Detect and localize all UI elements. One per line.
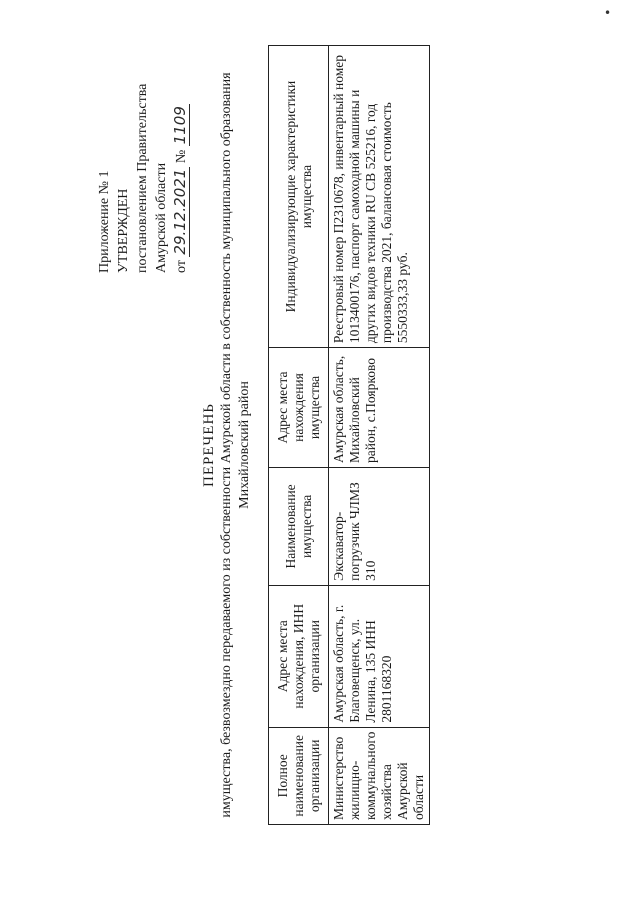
property-table (268, 45, 430, 825)
date-number-line (171, 84, 191, 273)
cell-property-name: Экскаватор-погрузчик ЧЛМЗ 310 (329, 467, 430, 585)
approved-label: УТВЕРЖДЕН (116, 188, 131, 273)
date-prefix: от (174, 260, 189, 273)
cell-organization-name: Министерство жилищно-коммунального хозяйства Амурской области (329, 727, 430, 824)
resolution-label: постановлением Правительства (135, 83, 150, 273)
number-prefix: № (174, 149, 189, 164)
header-property-name: Наименование имущества (269, 467, 329, 585)
handwritten-date: 29.12.2021 (171, 168, 189, 255)
corner-mark: • (604, 6, 612, 20)
region-label: Амурской области (154, 162, 169, 273)
table-header-row (269, 46, 329, 825)
handwritten-number: 1109 (171, 106, 189, 145)
document-title (200, 65, 254, 825)
header-organization-address: Адрес места нахождения, ИНН организации (269, 585, 329, 727)
header-organization-name: Полное наименование организации (269, 727, 329, 824)
appendix-label: Приложение № 1 (97, 170, 112, 273)
cell-organization-address: Амурская область, г. Благовещенск, ул. Ленина, 135 ИНН 2801168320 (329, 585, 430, 727)
title-line-2: Михайловский район (237, 381, 252, 509)
table-row (329, 46, 430, 825)
header-property-characteristics: Индивидуализирующие характеристики имущества (269, 46, 329, 348)
approval-stamp (95, 84, 191, 273)
title-heading: ПЕРЕЧЕНЬ (201, 403, 217, 487)
cell-property-characteristics: Реестровый номер П2310678, инвентарный номер 1013400176, паспорт самоходной машины и других видов техники RU CB 525216, год производства 2021, балансовая стоимость 5550333,33 руб. (329, 46, 430, 348)
header-property-address: Адрес места нахождения имущества (269, 348, 329, 468)
cell-property-address: Амурская область, Михайловский район, с.Поярково (329, 348, 430, 468)
title-line-1: имущества, безвозмездно передаваемого из собственности Амурской области в собственность муниципального образования (219, 72, 234, 818)
